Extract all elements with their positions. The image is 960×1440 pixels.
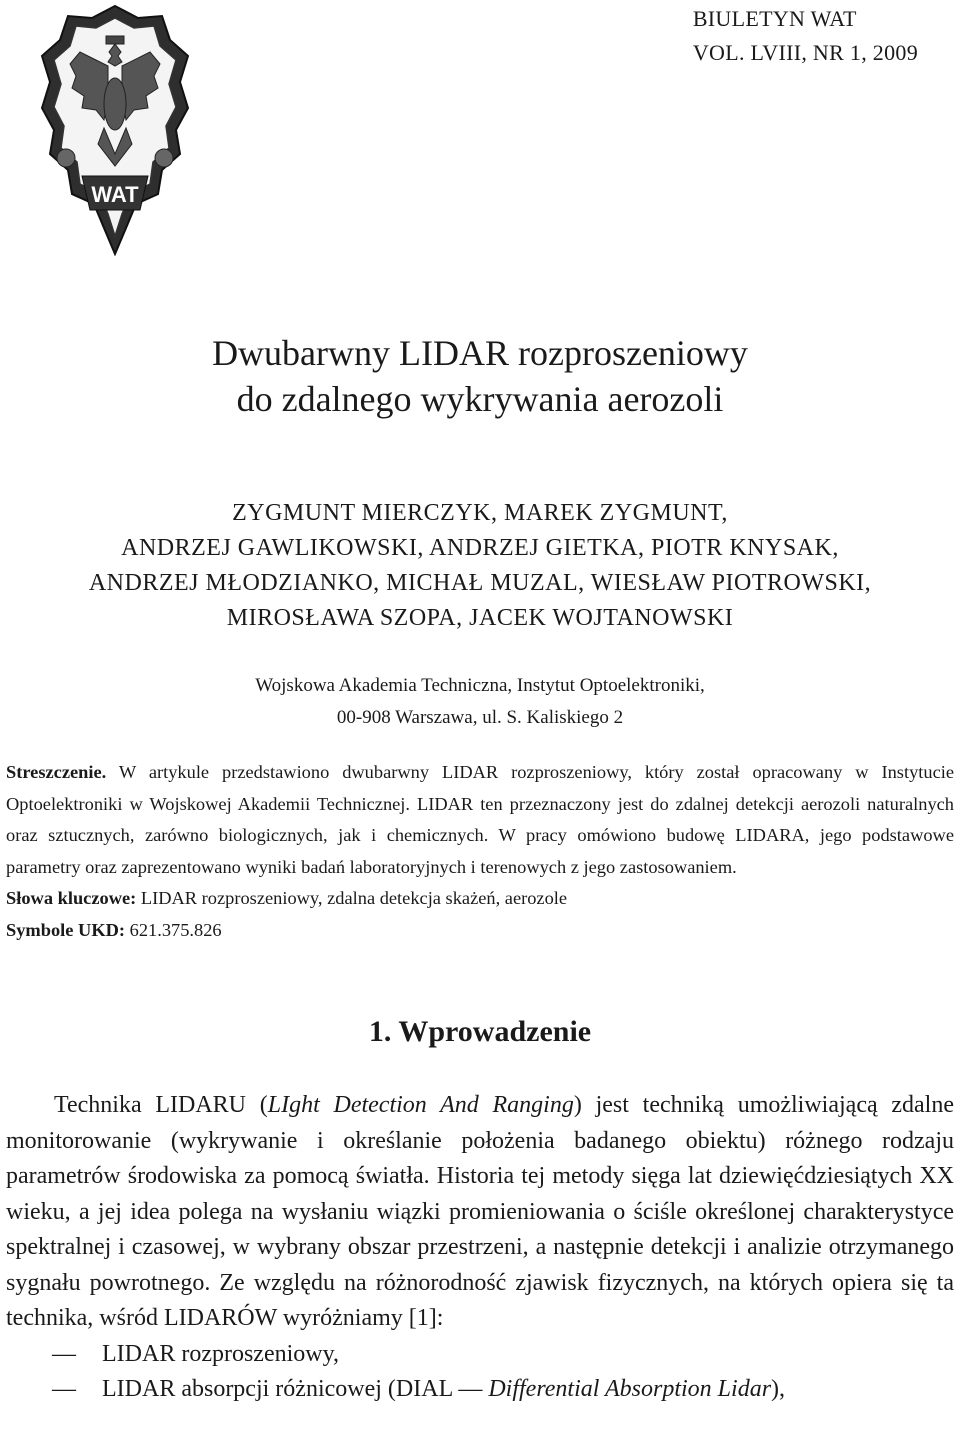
journal-volume: VOL. LVIII, NR 1, 2009 bbox=[692, 40, 918, 65]
affiliation-line-1: Wojskowa Akademia Techniczna, Instytut Optoelektroniki, bbox=[255, 675, 705, 696]
affiliation-line-2: 00-908 Warszawa, ul. S. Kaliskiego 2 bbox=[336, 707, 624, 728]
list-item-italic: Differential Absorption Lidar bbox=[488, 1376, 772, 1402]
affiliation bbox=[0, 670, 960, 734]
author-list bbox=[0, 496, 960, 636]
logo-text: WAT bbox=[91, 182, 139, 207]
paper-title bbox=[0, 330, 960, 422]
abstract-paragraph bbox=[6, 757, 954, 883]
abstract-label: Streszczenie. bbox=[6, 762, 107, 782]
author-line: ZYGMUNT MIERCZYK, MAREK ZYGMUNT, bbox=[232, 500, 728, 526]
body-italic-run: LIght Detection And Ranging bbox=[267, 1092, 574, 1118]
author-line: ANDRZEJ MŁODZIANKO, MICHAŁ MUZAL, WIESŁAW PIOTROWSKI, bbox=[88, 570, 872, 596]
ukd-label: Symbole UKD: bbox=[6, 919, 126, 940]
body-text-run: Technika LIDARU ( bbox=[54, 1092, 268, 1118]
title-line-1: Dwubarwny LIDAR rozproszeniowy bbox=[212, 333, 748, 373]
author-line: ANDRZEJ GAWLIKOWSKI, ANDRZEJ GIETKA, PIOTR KNYSAK, bbox=[121, 535, 839, 561]
keywords-line bbox=[6, 883, 954, 915]
keywords-text: LIDAR rozproszeniowy, zdalna detekcja skażeń, aerozole bbox=[140, 888, 568, 908]
ukd-text: 621.375.826 bbox=[129, 919, 222, 940]
list-dash: — bbox=[52, 1340, 76, 1367]
section-heading: 1. Wprowadzenie bbox=[368, 1015, 592, 1048]
wat-crest-logo bbox=[40, 4, 190, 256]
journal-title: BIULETYN WAT bbox=[692, 6, 857, 31]
list-dash: — bbox=[52, 1376, 76, 1402]
list-item-text: LIDAR absorpcji różnicowej (DIAL — bbox=[102, 1376, 489, 1402]
body-text-run: ) jest techniką umożliwiającą zdalne monitorowanie (wykrywanie i określanie położenia badanego obiektu) różnego rodzaju parametrów środowiska za pomocą światła. Historia tej metody sięga lat dziewięćdziesiątych XX wieku, a jej idea polega na wysłaniu wiązki promieniowania o ściśle określonej charakterystyce spektralnej i czasowej, w wybrany obszar przestrzeni, a następnie detekcji i analizie otrzymanego sygnału powrotnego. Ze względu na różnorodność zjawisk fizycznych, na których opiera się ta technika, wśród LIDARÓW wyróżniamy [1]: bbox=[6, 1092, 954, 1331]
list-item-text: ), bbox=[771, 1376, 786, 1402]
abstract-block bbox=[6, 757, 954, 946]
list-item bbox=[6, 1337, 954, 1373]
journal-info bbox=[693, 2, 918, 70]
author-line: MIROSŁAWA SZOPA, JACEK WOJTANOWSKI bbox=[226, 605, 734, 631]
body-paragraph bbox=[6, 1088, 954, 1337]
list-item bbox=[6, 1372, 954, 1408]
title-line-2: do zdalnego wykrywania aerozoli bbox=[236, 379, 724, 419]
abstract-text: W artykule przedstawiono dwubarwny LIDAR rozproszeniowy, który został opracowany w Instytucie Optoelektroniki w Wojskowej Akademii Technicznej. LIDAR ten przeznaczony jest do zdalnej detekcji aerozoli naturalnych oraz sztucznych, zarówno biologicznych, jak i chemicznych. W pracy omówiono budowę LIDARA, jego podstawowe parametry oraz zaprezentowano wyniki badań laboratoryjnych i terenowych z jego zastosowaniem. bbox=[6, 762, 955, 877]
ukd-line bbox=[6, 915, 954, 947]
lidar-type-list bbox=[6, 1337, 954, 1408]
list-item-text: LIDAR rozproszeniowy, bbox=[102, 1340, 340, 1367]
body-text bbox=[6, 1088, 954, 1408]
keywords-label: Słowa kluczowe: bbox=[6, 888, 137, 908]
